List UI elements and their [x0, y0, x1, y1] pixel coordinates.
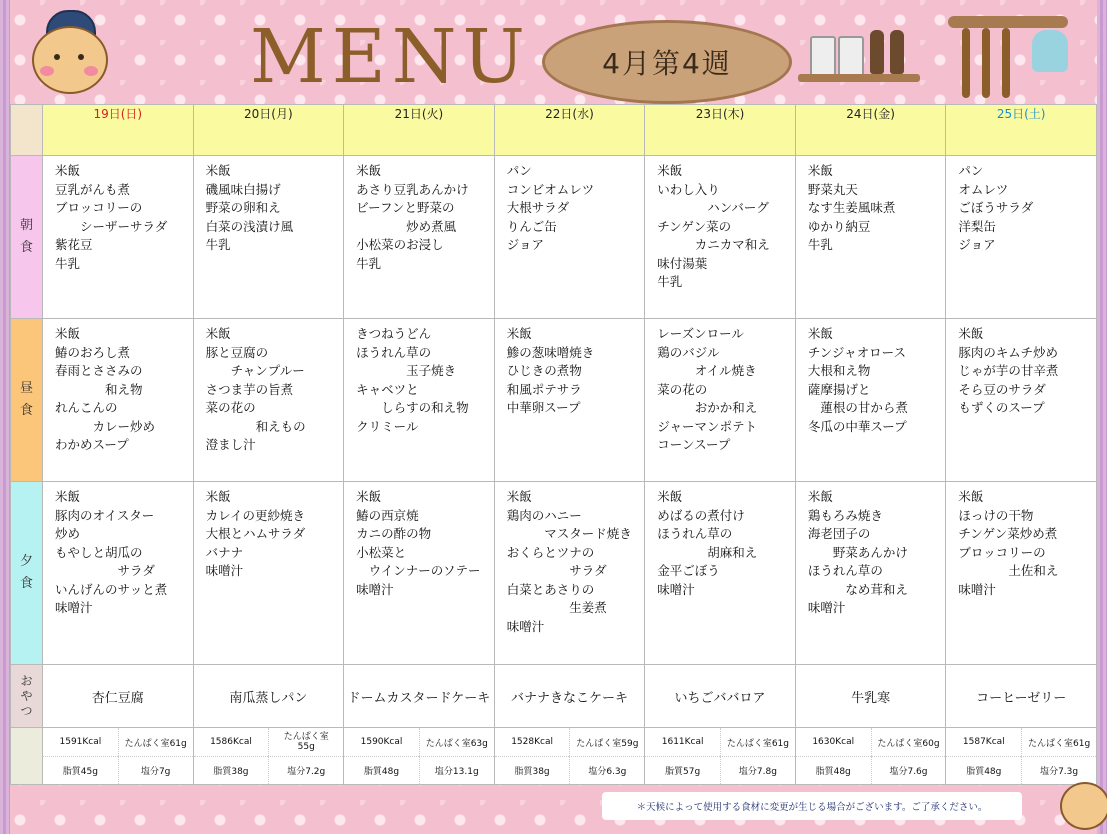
fat-value: 脂質48g: [344, 756, 419, 784]
day-header-row: [11, 105, 1097, 156]
salt-value: 塩分7.2g: [268, 756, 343, 784]
day-header: 25日(土): [946, 105, 1097, 156]
snack-cell: 牛乳寒: [795, 665, 946, 728]
breakfast-cell: 米飯 磯風味白揚げ 野菜の卵和え 白菜の浅漬け風 牛乳: [193, 156, 344, 319]
fat-value: 脂質45g: [43, 756, 118, 784]
fat-value: 脂質57g: [645, 756, 720, 784]
dinner-row: [11, 482, 1097, 665]
lunch-row: [11, 319, 1097, 482]
salt-value: 塩分7g: [118, 756, 193, 784]
day-header: 20日(月): [193, 105, 344, 156]
dinner-cell: 米飯 ほっけの干物 チンゲン菜炒め煮 ブロッコリーの 土佐和え 味噌汁: [946, 482, 1097, 665]
protein-value: たんぱく室61g: [118, 728, 193, 756]
breakfast-cell: 米飯 豆乳がんも煮 ブロッコリーの シーザーサラダ 紫花豆 牛乳: [43, 156, 194, 319]
snack-label: お や つ: [11, 665, 43, 728]
kcal-value: 1630Kcal: [812, 737, 855, 747]
left-border-stripe: [0, 0, 10, 834]
protein-value: たんぱく室61g: [720, 728, 795, 756]
corner-cell: [11, 105, 43, 156]
breakfast-row: [11, 156, 1097, 319]
kcal-value: 1587Kcal: [962, 737, 1005, 747]
salt-value: 塩分13.1g: [419, 756, 494, 784]
kcal-value: 1590Kcal: [360, 737, 403, 747]
breakfast-label: 朝 食: [11, 156, 43, 319]
lunch-cell: 米飯 豚と豆腐の チャンプルー さつま芋の旨煮 菜の花の 和えもの 澄まし汁: [193, 319, 344, 482]
dinner-cell: 米飯 めばるの煮付け ほうれん草の 胡麻和え 金平ごぼう 味噌汁: [645, 482, 796, 665]
breakfast-cell: 米飯 あさり豆乳あんかけ ビーフンと野菜の 炒め煮風 小松菜のお浸し 牛乳: [344, 156, 495, 319]
dinner-cell: 米飯 鶏もろみ焼き 海老団子の 野菜あんかけ ほうれん草の なめ茸和え 味噌汁: [795, 482, 946, 665]
protein-value: たんぱく室60g: [871, 728, 946, 756]
snack-cell: いちごババロア: [645, 665, 796, 728]
day-header: 19日(日): [43, 105, 194, 156]
salt-value: 塩分7.6g: [871, 756, 946, 784]
kcal-value: 1611Kcal: [661, 737, 704, 747]
disclaimer-note: ＊天候によって使用する食材に変更が生じる場合がございます。ご了承ください。: [602, 792, 1022, 820]
lunch-cell: 米飯 豚肉のキムチ炒め じゃが芋の甘辛煮 そら豆のサラダ もずくのスープ: [946, 319, 1097, 482]
dinner-label: 夕 食: [11, 482, 43, 665]
fat-value: 脂質38g: [495, 756, 570, 784]
protein-value: たんぱく室63g: [419, 728, 494, 756]
protein-value: たんぱく室59g: [569, 728, 644, 756]
day-header: 24日(金): [795, 105, 946, 156]
dinner-cell: 米飯 鶏肉のハニー マスタード焼き おくらとツナの サラダ 白菜とあさりの 生姜煮 味噌汁: [494, 482, 645, 665]
page-title: MENU: [250, 14, 531, 100]
right-border-stripe: [1097, 0, 1107, 834]
lunch-label: 昼 食: [11, 319, 43, 482]
lunch-cell: レーズンロール 鶏のバジル オイル焼き 菜の花の おかか和え ジャーマンポテト コーンスープ: [645, 319, 796, 482]
salt-value: 塩分7.8g: [720, 756, 795, 784]
lunch-cell: 米飯 鯵の葱味噌焼き ひじきの煮物 和風ポテサラ 中華卵スープ: [494, 319, 645, 482]
breakfast-cell: 米飯 野菜丸天 なす生姜風味煮 ゆかり納豆 牛乳: [795, 156, 946, 319]
snack-cell: コーヒーゼリー: [946, 665, 1097, 728]
snack-cell: ドームカスタードケーキ: [344, 665, 495, 728]
week-badge: 4月第4週: [542, 20, 792, 104]
small-mascot-icon: [1060, 774, 1107, 828]
kcal-value: 1591Kcal: [59, 737, 102, 747]
lunch-cell: 米飯 チンジャオロース 大根和え物 薩摩揚げと 蓮根の甘から煮 冬瓜の中華スープ: [795, 319, 946, 482]
breakfast-cell: パン オムレツ ごぼうサラダ 洋梨缶 ジョア: [946, 156, 1097, 319]
day-header: 22日(水): [494, 105, 645, 156]
footer: [10, 766, 1097, 834]
lunch-cell: きつねうどん ほうれん草の 玉子焼き キャベツと しらすの和え物 クリミール: [344, 319, 495, 482]
kcal-value: 1586Kcal: [210, 737, 252, 747]
oven-mitt-icon: [1032, 30, 1068, 72]
salt-value: 塩分7.3g: [1021, 756, 1096, 784]
header: [10, 0, 1097, 104]
fat-value: 脂質48g: [796, 756, 871, 784]
weekly-menu-table: [10, 104, 1097, 785]
raccoon-mascot-icon: [28, 10, 110, 96]
kcal-value: 1528Kcal: [511, 737, 553, 747]
lunch-cell: 米飯 鰆のおろし煮 春雨とささみの 和え物 れんこんの カレー炒め わかめスープ: [43, 319, 194, 482]
day-header: 21日(火): [344, 105, 495, 156]
fat-value: 脂質38g: [194, 756, 269, 784]
protein-value: たんぱく室61g: [1021, 728, 1096, 756]
fat-value: 脂質48g: [946, 756, 1021, 784]
breakfast-cell: パン コンビオムレツ 大根サラダ りんご缶 ジョア: [494, 156, 645, 319]
day-header: 23日(木): [645, 105, 796, 156]
snack-row: [11, 665, 1097, 728]
dinner-cell: 米飯 カレイの更紗焼き 大根とハムサラダ バナナ 味噌汁: [193, 482, 344, 665]
protein-value: たんぱく室 55g: [268, 728, 343, 756]
snack-cell: バナナきなこケーキ: [494, 665, 645, 728]
breakfast-cell: 米飯 いわし入り ハンバーグ チンゲン菜の カニカマ和え 味付湯葉 牛乳: [645, 156, 796, 319]
salt-value: 塩分6.3g: [569, 756, 644, 784]
dinner-cell: 米飯 豚肉のオイスター 炒め もやしと胡瓜の サラダ いんげんのサッと煮 味噌汁: [43, 482, 194, 665]
snack-cell: 杏仁豆腐: [43, 665, 194, 728]
dinner-cell: 米飯 鰆の西京焼 カニの酢の物 小松菜と ウインナーのソテー 味噌汁: [344, 482, 495, 665]
snack-cell: 南瓜蒸しパン: [193, 665, 344, 728]
